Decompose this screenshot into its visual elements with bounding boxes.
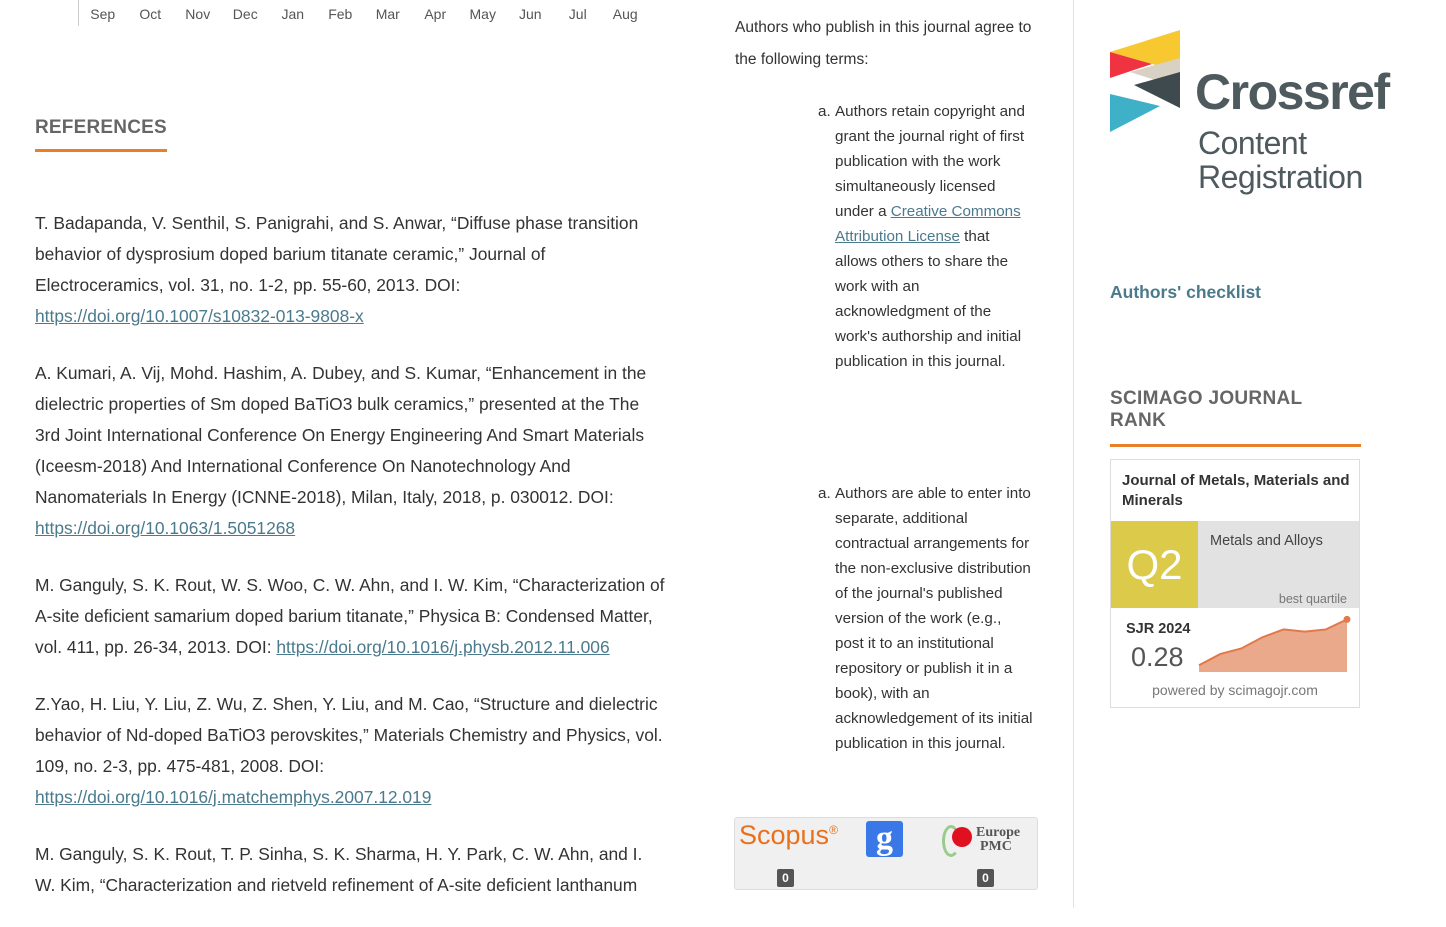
- sjr-trend-area: [1199, 619, 1347, 672]
- authors-checklist-link[interactable]: Authors' checklist: [1110, 282, 1262, 302]
- timeline-month-label: Oct: [139, 6, 162, 22]
- timeline-month-label: Mar: [375, 6, 400, 22]
- timeline-month-label: May: [469, 6, 496, 22]
- cc-license-link[interactable]: Creative Commons Attribution License: [835, 203, 1021, 245]
- crossref-wordmark: Crossref: [1195, 64, 1389, 120]
- reference-item: A. Kumari, A. Vij, Mohd. Hashim, A. Dubey, and S. Kumar, “Enhancement in the dielectric properties of Sm doped BaTiO3 bulk ceramics,” presented at the The 3rd Joint International Conference On Energy Engineering And Smart Materials (Iceesm-2018) And International Conference On Nanotechnology And Nanomaterials In Energy (ICNNE-2018), Milan, Italy, 2018, p. 030012. DOI: https://doi.org/10.1063/1.5051268: [35, 363, 647, 538]
- sjr-year-label: SJR 2024: [1126, 621, 1191, 637]
- europe-pmc-citation-count: 0: [977, 869, 994, 887]
- doi-link[interactable]: https://doi.org/10.1007/s10832-013-9808-x: [35, 306, 364, 326]
- crossref-logo[interactable]: [1110, 30, 1430, 200]
- column-divider: [1073, 0, 1074, 908]
- sjr-category: Metals and Alloys: [1210, 533, 1323, 549]
- crossref-mark-icon: [1110, 30, 1194, 132]
- doi-link[interactable]: https://doi.org/10.1016/j.matchemphys.2007.12.019: [35, 787, 432, 807]
- europe-pmc-badge[interactable]: [940, 823, 1035, 859]
- copyright-intro: Authors who publish in this journal agree to the following terms:: [735, 19, 1032, 68]
- reference-item: Z.Yao, H. Liu, Y. Liu, Z. Wu, Z. Shen, Y. Liu, and M. Cao, “Structure and dielectric behavior of Nd-doped BaTiO3 perovskites,” Materials Chemistry and Physics, vol. 109, no. 2-3, pp. 475-481, 2008. DOI: https://doi.org/10.1016/j.matchemphys.2007.12.019: [35, 694, 663, 807]
- timeline-month-label: Jul: [568, 6, 587, 22]
- scopus-citation-count: 0: [777, 869, 794, 887]
- sjr-trend-sparkline: [1197, 614, 1352, 674]
- copyright-term: [818, 481, 1033, 756]
- sjr-quartile-badge: Q2: [1111, 521, 1198, 608]
- reference-item: T. Badapanda, V. Senthil, S. Panigrahi, and S. Anwar, “Diffuse phase transition behavior of dysprosium doped barium titanate ceramic,” Journal of Electroceramics, vol. 31, no. 1-2, pp. 55-60, 2013. DOI: https://doi.org/10.1007/s10832-013-9808-x: [35, 213, 639, 326]
- references-list: [35, 208, 665, 927]
- timeline-month-label: Aug: [612, 6, 638, 22]
- sjr-best-quartile-label: best quartile: [1278, 592, 1347, 606]
- copyright-term: [818, 99, 1033, 374]
- metrics-badges: [734, 817, 1038, 890]
- crossref-subtitle: Content Registration: [1198, 125, 1363, 195]
- google-scholar-icon[interactable]: g: [866, 821, 903, 857]
- sjr-trend-point: [1344, 616, 1351, 623]
- timeline-month-label: Apr: [424, 6, 447, 22]
- term-letter: a.: [818, 485, 831, 502]
- timeline-month-label: Sep: [90, 6, 116, 22]
- term-text: Authors retain copyright and grant the journal right of first publication with the work simultaneously licensed under a Creative Commons Attribution License that allows others to share the work with an acknowledgment of the work's authorship and initial publication in this journal.: [835, 103, 1025, 370]
- europe-pmc-dot-icon: [952, 827, 972, 847]
- timeline-month-label: Dec: [232, 6, 258, 22]
- timeline-month-label: Feb: [328, 6, 353, 22]
- doi-link[interactable]: https://doi.org/10.1063/1.5051268: [35, 518, 296, 538]
- sjr-widget[interactable]: [1110, 459, 1360, 708]
- scopus-badge[interactable]: Scopus®: [739, 820, 838, 850]
- term-text: Authors are able to enter into separate, additional contractual arrangements for the non-exclusive distribution of the journal's published version of the work (e.g., post it to an institutional repository or publish it in a book), with an acknowledgement of its initial publication in this journal.: [835, 485, 1033, 752]
- timeline-month-label: Jan: [281, 6, 305, 22]
- timeline-month-label: Nov: [185, 6, 211, 22]
- sjr-category-box: [1198, 521, 1359, 608]
- references-heading: REFERENCES: [35, 117, 167, 152]
- sjr-value: 0.28: [1131, 642, 1184, 672]
- term-letter: a.: [818, 103, 831, 120]
- timeline-month-label: Jun: [518, 6, 542, 22]
- reference-item: M. Ganguly, S. K. Rout, T. P. Sinha, S. K. Sharma, H. Y. Park, C. W. Ahn, and I. W. Kim, “Characterization and rietveld refinement of A-site deficient lanthanum: [35, 844, 643, 895]
- europe-pmc-label: Europe PMC: [976, 825, 1021, 854]
- doi-link[interactable]: https://doi.org/10.1016/j.physb.2012.11.006: [276, 637, 610, 657]
- sjr-heading: SCIMAGO JOURNAL RANK: [1110, 388, 1361, 447]
- timeline-axis: [78, 0, 649, 26]
- sjr-journal-name: Journal of Metals, Materials and Minerals: [1122, 472, 1350, 509]
- reference-item: M. Ganguly, S. K. Rout, W. S. Woo, C. W. Ahn, and I. W. Kim, “Characterization of A-site deficient samarium doped barium titanate,” Physica B: Condensed Matter, vol. 411, pp. 26-34, 2013. DOI: https://doi.org/10.1016/j.physb.2012.11.006: [35, 575, 665, 657]
- sjr-powered-by: powered by scimagojr.com: [1152, 682, 1318, 698]
